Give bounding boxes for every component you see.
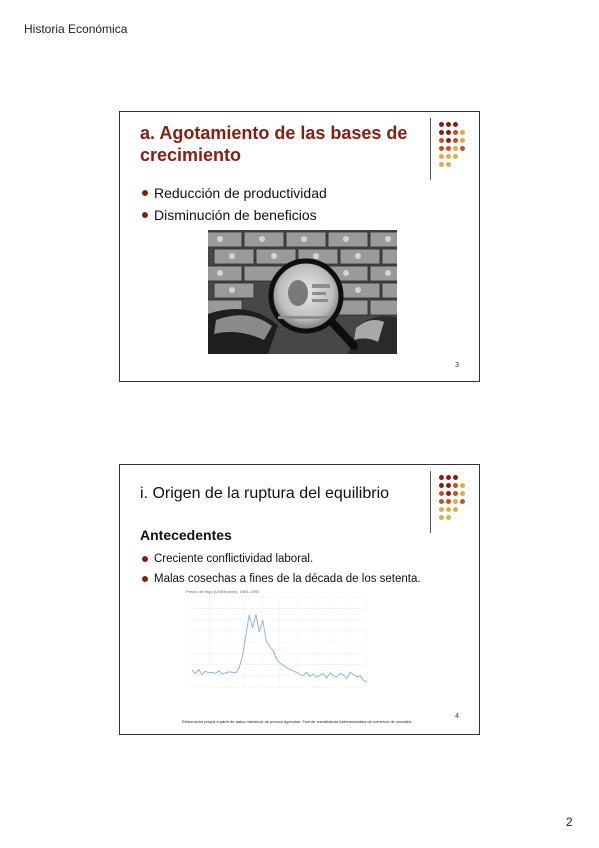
decorative-dot bbox=[446, 515, 451, 520]
banknotes-magnifier-photo bbox=[208, 230, 397, 354]
page-header-title: Historia Económica bbox=[24, 22, 128, 36]
decorative-dot bbox=[453, 499, 458, 504]
bullet-icon bbox=[142, 576, 148, 582]
decorative-dot bbox=[439, 138, 444, 143]
decorative-dot bbox=[453, 491, 458, 496]
wheat-price-chart bbox=[182, 587, 372, 699]
bullet-icon bbox=[142, 556, 148, 562]
decorative-dot bbox=[453, 138, 458, 143]
slide-subheading: Antecedentes bbox=[140, 527, 232, 543]
decorative-dot-grid bbox=[435, 471, 471, 531]
bullet-icon bbox=[142, 190, 148, 196]
decorative-dot bbox=[453, 154, 458, 159]
bullet-item: Creciente conflictividad laboral. bbox=[140, 549, 421, 569]
decorative-dot bbox=[460, 138, 465, 143]
decorative-dot bbox=[439, 475, 444, 480]
slide-thumbnail bbox=[119, 464, 480, 735]
bullet-item: Disminución de beneficios bbox=[140, 204, 327, 226]
decorative-dot bbox=[446, 138, 451, 143]
decorative-dot bbox=[446, 483, 451, 488]
decorative-dot bbox=[453, 130, 458, 135]
decorative-dot bbox=[453, 146, 458, 151]
bullet-list bbox=[140, 182, 327, 226]
decorative-dot bbox=[439, 507, 444, 512]
decorative-dot bbox=[453, 507, 458, 512]
decorative-dot bbox=[460, 130, 465, 135]
bullet-icon bbox=[142, 212, 148, 218]
decorative-dot bbox=[460, 146, 465, 151]
chart-caption: Elaboración propia a partir de datos históricos de precios agrícolas. Fuente: estadísticas internacionales de comercio de cereales. bbox=[182, 719, 413, 724]
slide-title: a. Agotamiento de las bases de crecimiento bbox=[140, 123, 408, 165]
decorative-dot bbox=[446, 146, 451, 151]
decorative-dot bbox=[446, 491, 451, 496]
page-number: 2 bbox=[566, 815, 573, 829]
decorative-dot bbox=[460, 499, 465, 504]
decorative-dot bbox=[460, 491, 465, 496]
decorative-dot bbox=[439, 162, 444, 167]
decorative-dot bbox=[439, 130, 444, 135]
decorative-dot bbox=[439, 122, 444, 127]
decorative-dot bbox=[439, 146, 444, 151]
chart-header: Precio del trigo (US$/bushel), 1960–1990 bbox=[186, 589, 260, 594]
decorative-dot bbox=[439, 154, 444, 159]
decorative-dot bbox=[446, 122, 451, 127]
decorative-dot bbox=[446, 130, 451, 135]
decorative-dot bbox=[439, 499, 444, 504]
decorative-dot bbox=[439, 491, 444, 496]
decorative-dot bbox=[439, 483, 444, 488]
decorative-dot bbox=[453, 483, 458, 488]
slide-number: 3 bbox=[455, 362, 459, 369]
decorative-dot bbox=[460, 483, 465, 488]
decorative-dot bbox=[446, 154, 451, 159]
decorative-dot-grid bbox=[435, 118, 471, 178]
slide-number: 4 bbox=[455, 713, 459, 720]
decorative-dot bbox=[446, 499, 451, 504]
decorative-dot bbox=[453, 122, 458, 127]
bullet-item: Reducción de productividad bbox=[140, 182, 327, 204]
bullet-list bbox=[140, 549, 421, 589]
bullet-item: Malas cosechas a fines de la década de los setenta. bbox=[140, 569, 421, 589]
decorative-dot bbox=[446, 162, 451, 167]
decorative-dot bbox=[439, 515, 444, 520]
slide-title: i. Origen de la ruptura del equilibrio bbox=[140, 485, 390, 502]
slide-thumbnail bbox=[119, 111, 480, 382]
decorative-dot bbox=[446, 507, 451, 512]
decorative-dot bbox=[446, 475, 451, 480]
decorative-dot bbox=[453, 475, 458, 480]
